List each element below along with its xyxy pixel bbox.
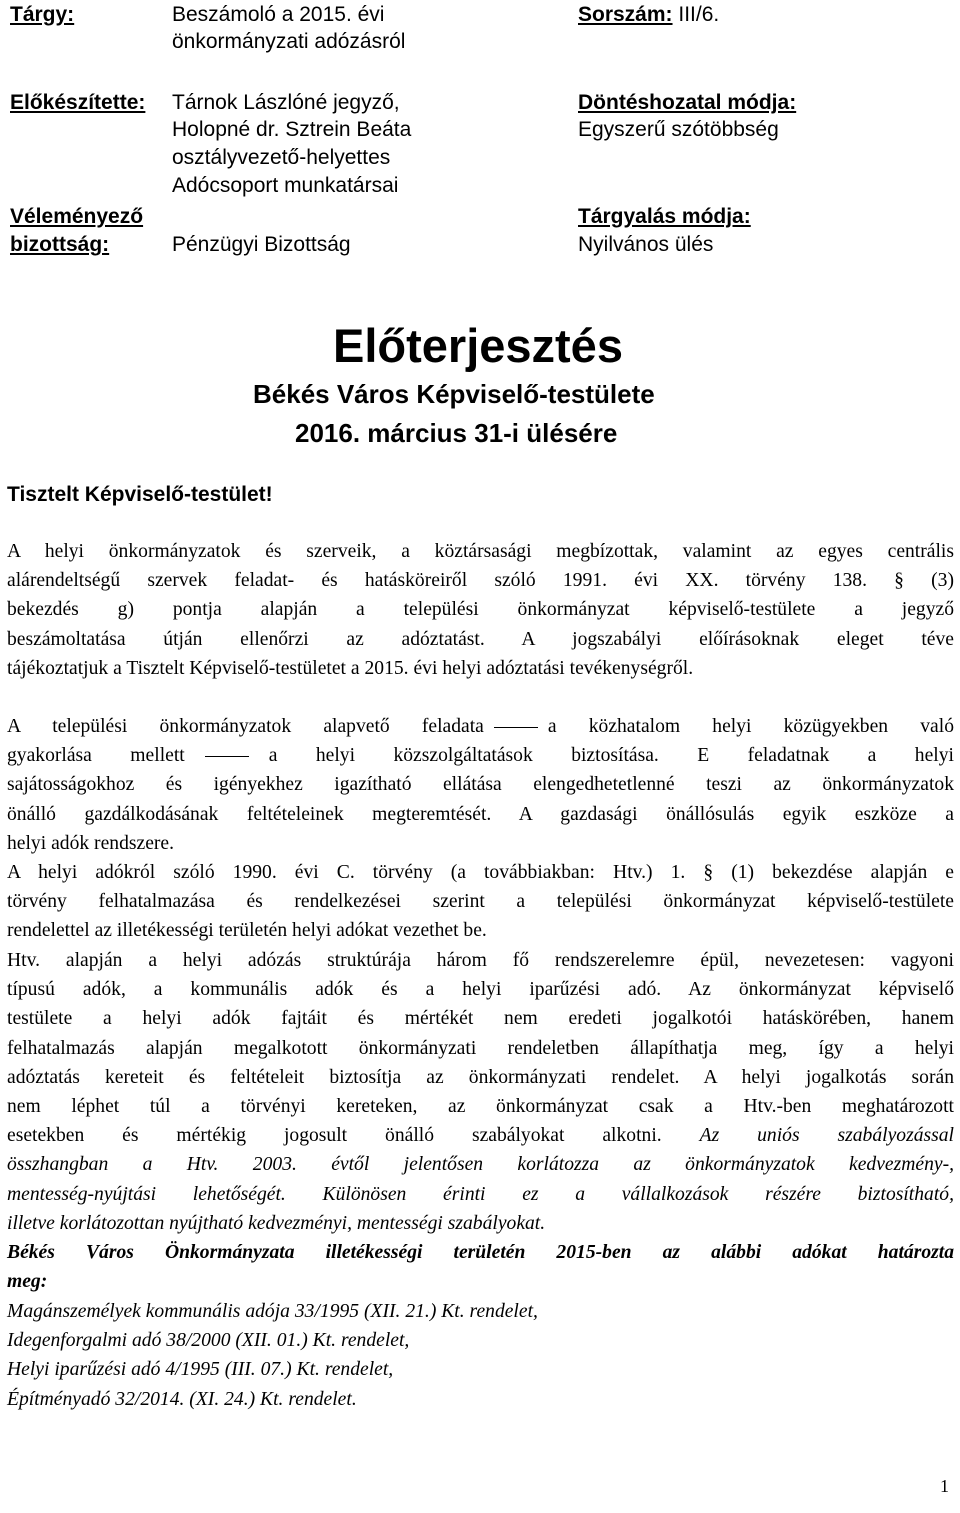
document-title: Előterjesztés (333, 319, 623, 372)
paragraph-1 (7, 537, 954, 683)
targyalas-label: Tárgyalás módja: (578, 205, 751, 228)
elokeszitette-line2: Holopné dr. Sztrein Beáta (172, 118, 412, 141)
paragraph-4 (7, 946, 954, 1238)
paragraph-line: nem léphet túl a törvényi kereteken, az önkormányzat csak a Htv.-ben meghatározott (7, 1096, 954, 1118)
italic-run: Az uniós szabályozással (699, 1125, 954, 1147)
paragraph-line: alárendeltségű szervek feladat- és hatásköreiről szóló 1991. évi XX. törvény 138. § (3) (7, 570, 954, 592)
paragraph-line (7, 1121, 954, 1150)
targyalas-value: Nyilvános ülés (578, 233, 714, 256)
paragraph-5 (7, 1238, 954, 1296)
paragraph-3 (7, 858, 954, 946)
elokeszitette-line1: Tárnok Lászlóné jegyző, (172, 91, 400, 114)
paragraph-line: tájékoztatjuk a Tisztelt Képviselő-testületet a 2015. évi helyi adóztatási tevékenységről. (7, 657, 694, 679)
paragraph-line: törvény felhatalmazása és rendelkezései szerint a települési önkormányzat képviselő-testülete (7, 891, 954, 913)
paragraph-line: Békés Város Önkormányzata illetékességi területén 2015-ben az alábbi adókat határozta (7, 1242, 954, 1263)
list-item: Idegenforgalmi adó 38/2000 (XII. 01.) Kt. rendelet, (7, 1330, 410, 1352)
paragraph-line: önálló gazdálkodásának feltételeinek megteremtését. A gazdasági önállósulás egyik eszköze a (7, 803, 954, 825)
paragraph-line: A helyi adókról szóló 1990. évi C. törvény (a továbbiakban: Htv.) 1. § (1) bekezdése alapján e (7, 862, 954, 883)
text-run: gyakorlása mellett (7, 745, 185, 767)
rendelet-list (7, 1297, 954, 1414)
paragraph-line: összhangban a Htv. 2003. évtől jelentősen korlátozza az önkormányzatok kedvezmény-, (7, 1154, 954, 1176)
text-run: a közhatalom helyi közügyekben való (547, 716, 954, 737)
paragraph-line: meg: (7, 1271, 48, 1293)
paragraph-line: illetve korlátozottan nyújtható kedvezményi, mentességi szabályokat. (7, 1212, 546, 1234)
velemenyezo-label-line1: Véleményező (10, 205, 144, 228)
paragraph-line: A helyi önkormányzatok és szerveik, a köztársasági megbízottak, valamint az egyes centrális (7, 541, 954, 562)
italic-run: mentesség-nyújtási lehetőségét. (7, 1183, 286, 1205)
paragraph-line: típusú adók, a kommunális adók és a helyi iparűzési adó. Az önkormányzat képviselő (7, 979, 954, 1001)
targy-value-line1: Beszámoló a 2015. évi (172, 3, 385, 26)
em-dash-rule (494, 727, 538, 728)
paragraph-line: beszámoltatása útján ellenőrzi az adóztatást. A jogszabályi előírásoknak eleget téve (7, 628, 954, 650)
paragraph-line (7, 741, 954, 770)
paragraph-line: testülete a helyi adók fajtáit és mértékét nem eredeti jogalkotói hatáskörében, hanem (7, 1008, 954, 1030)
sorszam-value: III/6. (678, 3, 720, 26)
text-run: esetekben és mértékig jogosult önálló szabályokat alkotni. (7, 1125, 662, 1147)
paragraph-line (7, 1180, 954, 1209)
targy-value-line2: önkormányzati adózásról (172, 30, 406, 53)
targy-label: Tárgy: (10, 3, 75, 26)
paragraph-line: adóztatás kereteit és feltételeit biztosítja az önkormányzati rendelet. A helyi jogalkotás során (7, 1066, 954, 1088)
page-number: 1 (940, 1476, 949, 1496)
paragraph-2 (7, 712, 954, 858)
list-item: Építményadó 32/2014. (XI. 24.) Kt. rendelet. (7, 1388, 357, 1410)
text-run: A települési önkormányzatok alapvető feladata (7, 716, 484, 737)
dontes-label: Döntéshozatal módja: (578, 91, 797, 114)
title-sub-line2: 2016. március 31-i ülésére (295, 418, 618, 448)
italic-run: Különösen érinti ez a vállalkozások részére biztosítható, (322, 1183, 954, 1205)
dontes-value: Egyszerű szótöbbség (578, 118, 779, 141)
text-run: a helyi közszolgáltatások biztosítása. E feladatnak a helyi (268, 745, 954, 767)
paragraph-line (7, 712, 954, 741)
elokeszitette-line3: osztályvezető-helyettes (172, 146, 391, 169)
title-sub-line1: Békés Város Képviselő-testülete (253, 379, 655, 409)
elokeszitette-label: Előkészítette: (10, 91, 146, 114)
em-dash-rule (205, 756, 249, 757)
paragraph-line: rendelettel az illetékességi területén helyi adókat vezethet be. (7, 920, 487, 942)
sorszam (578, 4, 719, 25)
list-item: Magánszemélyek kommunális adója 33/1995 (XII. 21.) Kt. rendelet, (7, 1301, 538, 1322)
velemenyezo-label-line2: bizottság: (10, 233, 110, 256)
paragraph-line: sajátosságokhoz és igényekhez igazítható ellátása elengedhetetlenné teszi az önkormányzatok (7, 774, 954, 796)
paragraph-line: helyi adók rendszere. (7, 832, 175, 854)
sorszam-label: Sorszám: (578, 3, 673, 26)
velemenyezo-value: Pénzügyi Bizottság (172, 233, 351, 256)
list-item: Helyi iparűzési adó 4/1995 (III. 07.) Kt. rendelet, (7, 1359, 394, 1381)
greeting: Tisztelt Képviselő-testület! (7, 483, 273, 506)
paragraph-line: bekezdés g) pontja alapján a települési önkormányzat képviselő-testülete a jegyző (7, 599, 954, 621)
elokeszitette-line4: Adócsoport munkatársai (172, 174, 399, 197)
paragraph-line: Htv. alapján a helyi adózás struktúrája három fő rendszerelemre épül, nevezetesen: vagyoni (7, 950, 954, 971)
paragraph-line: felhatalmazás alapján megalkotott önkormányzati rendeletben állapíthatja meg, így a helyi (7, 1037, 954, 1059)
